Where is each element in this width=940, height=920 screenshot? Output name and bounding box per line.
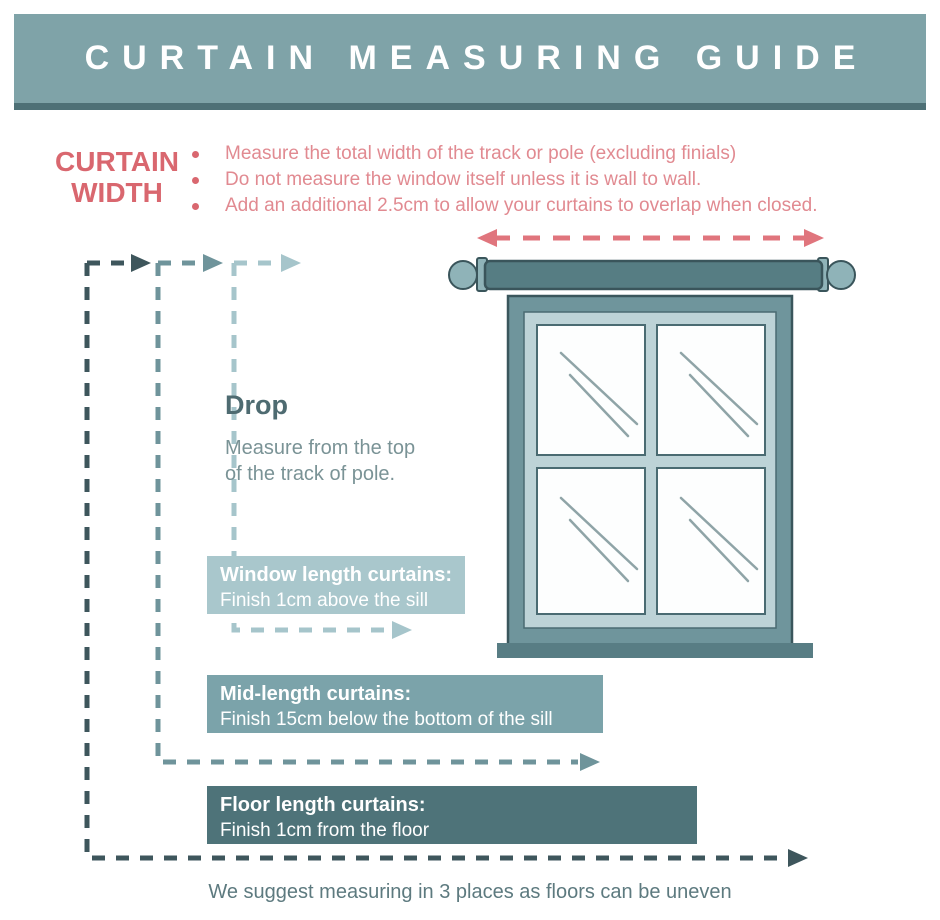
bullet-text: Add an additional 2.5cm to allow your curtains to overlap when closed. — [225, 195, 818, 216]
curtain-width-heading-line2: WIDTH — [71, 177, 163, 208]
mid-length-text: Finish 15cm below the bottom of the sill — [220, 709, 553, 730]
drop-description-line2: of the track of pole. — [225, 463, 396, 485]
mid-length-title: Mid-length curtains: — [220, 683, 412, 705]
bullet-item — [192, 193, 818, 219]
pole-finial-left — [449, 261, 477, 289]
footer-note: We suggest measuring in 3 places as floors can be uneven — [208, 881, 732, 903]
curtain-width-heading — [42, 146, 192, 208]
curtain-width-bullets — [192, 141, 818, 219]
drop-description-line1: Measure from the top — [225, 437, 416, 459]
bullet-item — [192, 141, 818, 167]
bullet-text: Measure the total width of the track or pole (excluding finials) — [225, 143, 737, 164]
header-banner — [14, 14, 926, 103]
width-arrow — [477, 229, 824, 247]
pole-bar — [485, 261, 822, 289]
floor-length-title: Floor length curtains: — [220, 794, 426, 816]
window-illustration — [497, 296, 813, 658]
bullet-item — [192, 167, 818, 193]
curtain-pole — [449, 258, 855, 291]
window-length-label-box — [207, 556, 465, 614]
drop-description — [225, 435, 415, 487]
bullet-icon — [192, 203, 199, 210]
drop-heading: Drop — [225, 390, 288, 420]
pole-finial-right — [827, 261, 855, 289]
bullet-icon — [192, 151, 199, 158]
bullet-icon — [192, 177, 199, 184]
mid-length-label-box — [207, 675, 603, 733]
window-length-title: Window length curtains: — [220, 564, 453, 586]
floor-length-label-box — [207, 786, 697, 844]
window-sill — [497, 643, 813, 658]
page-title: CURTAIN MEASURING GUIDE — [84, 39, 869, 77]
header-banner-strip — [14, 103, 926, 110]
window-length-text: Finish 1cm above the sill — [220, 590, 429, 611]
bullet-text: Do not measure the window itself unless it is wall to wall. — [225, 169, 702, 190]
floor-length-text: Finish 1cm from the floor — [220, 820, 430, 841]
curtain-width-heading-line1: CURTAIN — [55, 146, 179, 177]
